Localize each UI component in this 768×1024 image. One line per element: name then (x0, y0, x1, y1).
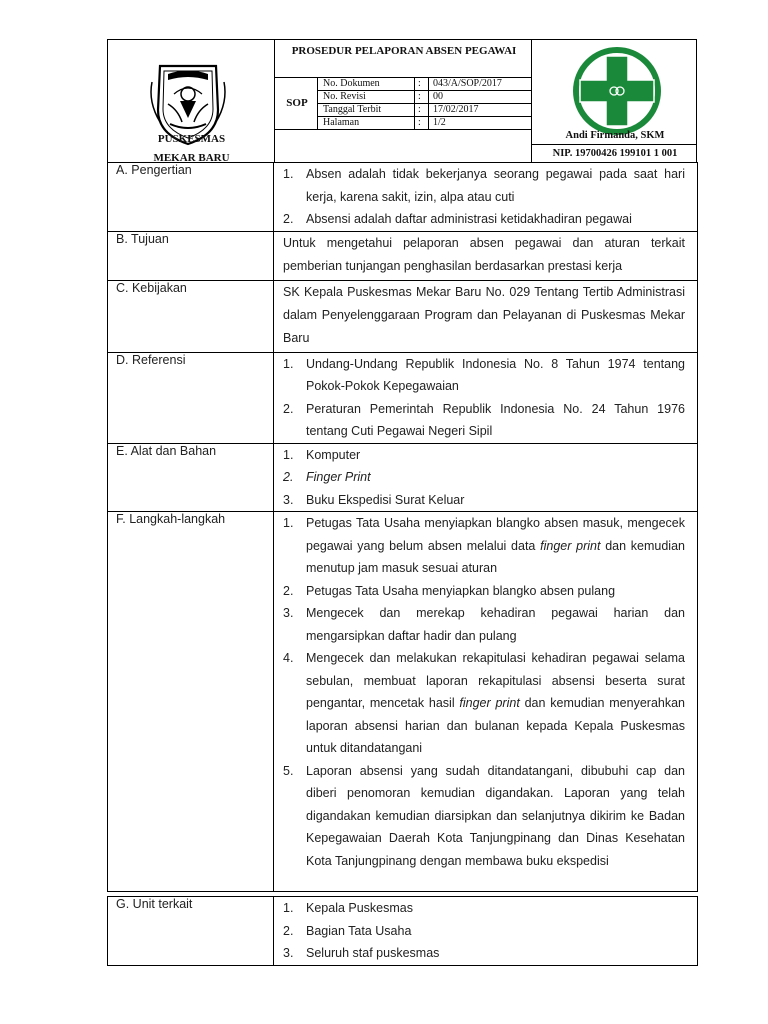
list-item: 1. Petugas Tata Usaha menyiapkan blangko absen masuk, mengecek pegawai yang belum absen melalui data finger print dan kemudian menutup jam masuk sesuai aturan (283, 516, 685, 575)
section-label: B. Tujuan (108, 231, 274, 280)
puskesmas-logo-icon (570, 46, 665, 136)
list-item: 1. Absen adalah tidak bekerjanya seorang pegawai pada saat hari kerja, karena sakit, izin, alpa atau cuti (283, 167, 685, 204)
list-item: 2. Finger Print (283, 470, 371, 484)
doc-number-label: No. Dokumen (323, 78, 380, 89)
list-item: 3. Seluruh staf puskesmas (283, 946, 440, 960)
signatory-nip: NIP. 19700426 199101 1 001 (552, 148, 678, 159)
tools-list (283, 444, 685, 512)
list-item: 3. Buku Ekspedisi Surat Keluar (283, 492, 465, 507)
list-item: 2. Petugas Tata Usaha menyiapkan blangko absen pulang (283, 583, 616, 598)
section-label: E. Alat dan Bahan (108, 443, 274, 512)
sop-header: PROSEDUR PELAPORAN ABSEN PEGAWAI SOP No. Dokumen : 043/A/SOP/2017 No. Revisi : 00 Tanggal Terbit : 17/02/2017 Halaman : 1/2 PUSKESMAS MEKAR BARU Andi Firmanda, SKM NIP. 19700426 199101 1 001 (107, 39, 697, 163)
units-list (283, 897, 685, 965)
section-label: F. Langkah-langkah (108, 512, 274, 892)
doc-number-value: 043/A/SOP/2017 (433, 78, 502, 89)
section-label: C. Kebijakan (108, 280, 274, 352)
list-item: 3. Mengecek dan merekap kehadiran pegawai harian dan mengarsipkan daftar hadir dan pulang (283, 606, 685, 643)
sop-content-table (107, 162, 698, 892)
section-d-row (108, 352, 698, 443)
section-g-row (108, 897, 698, 966)
section-label: D. Referensi (108, 352, 274, 443)
document-title: PROSEDUR PELAPORAN ABSEN PEGAWAI (291, 45, 517, 57)
definition-list (283, 163, 685, 231)
list-item: 2. Absensi adalah daftar administrasi ketidakhadiran pegawai (283, 212, 632, 226)
signatory-name: Andi Firmanda, SKM (565, 130, 665, 141)
list-item: 2. Peraturan Pemerintah Republik Indonesia No. 24 Tahun 1976 tentang Cuti Pegawai Negeri Sipil (283, 401, 685, 438)
revision-value: 00 (433, 91, 443, 102)
section-label: G. Unit terkait (108, 897, 274, 966)
section-f-row (108, 512, 698, 892)
sop-label: SOP (286, 97, 308, 109)
section-c-row (108, 280, 698, 352)
issue-date-value: 17/02/2017 (433, 104, 479, 115)
page-label: Halaman (323, 117, 360, 128)
purpose-text: Untuk mengetahui pelaporan absen pegawai dan aturan terkait pemberian tunjangan penghasilan berdasarkan prestasi kerja (283, 235, 685, 273)
related-units-table (107, 896, 698, 966)
page-value: 1/2 (433, 117, 446, 128)
policy-text: SK Kepala Puskesmas Mekar Baru No. 029 Tentang Tertib Administrasi dalam Penyelenggaraan Program dan Pelayanan di Puskesmas Mekar Baru (283, 284, 685, 345)
list-item: 2. Bagian Tata Usaha (283, 923, 412, 938)
section-label: A. Pengertian (108, 163, 274, 232)
list-item: 4. Mengecek dan melakukan rekapitulasi kehadiran pegawai selama sebulan, membuat laporan rekapitulasi absensi beserta surat pengantar, mencetak hasil finger print dan kemudian menyerahkan laporan absensi harian dan bulanan kepada Kepala Puskesmas untuk ditandatangani (283, 651, 686, 755)
issue-date-label: Tanggal Terbit (323, 104, 382, 115)
list-item: 5. Laporan absensi yang sudah ditandatangani, dibubuhi cap dan diberi penomoran kemudian digandakan. Laporan yang telah digandakan kemudian diarsipkan dan selanjutnya dikirim ke Badan Kepegawaian Daerah Kota Tanjungpinang dan Dinas Kesehatan Kota Tanjungpinang dengan membawa buku ekspedisi (283, 763, 685, 868)
reference-list (283, 353, 685, 443)
list-item: 1. Kepala Puskesmas (283, 901, 414, 915)
section-e-row (108, 443, 698, 512)
organization-name: PUSKESMAS MEKAR BARU (153, 133, 230, 164)
list-item: 1. Undang-Undang Republik Indonesia No. 8 Tahun 1974 tentang Pokok-Pokok Kepegawaian (283, 356, 685, 393)
steps-list (283, 512, 685, 872)
section-a-row (108, 163, 698, 232)
revision-label: No. Revisi (323, 91, 366, 102)
section-b-row (108, 231, 698, 280)
list-item: 1. Komputer (283, 447, 361, 462)
